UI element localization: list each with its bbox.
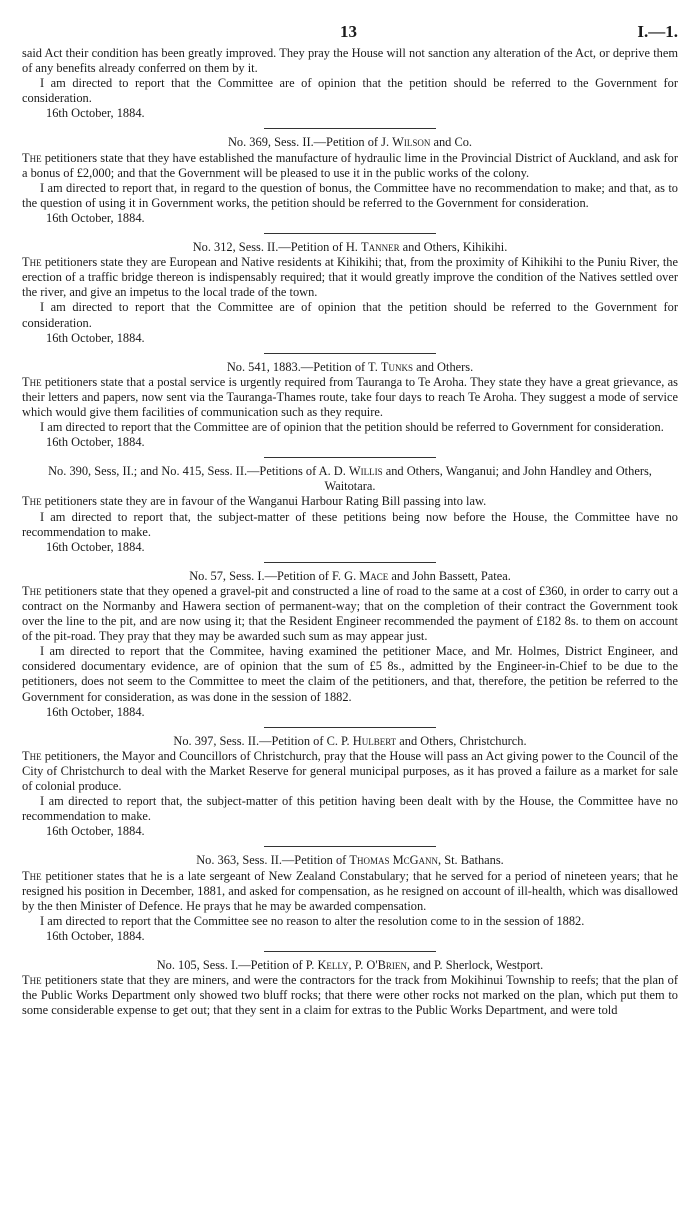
heading-suffix: and Co.	[430, 135, 473, 150]
heading-name: Wilson	[392, 135, 431, 150]
document-page	[22, 18, 678, 1018]
body-text: petitioners state that a postal service is urgently required from Tauranga to Te Aroha. They state they have a great grievance, as their letters and papers, now sent via the Tauranga-Thames route, take four days to reach Te Aroha. They suggest a mode of service which would give them facilities of communication such as they require.	[22, 374, 678, 419]
body-text: petitioners state that they have established the manufacture of hydraulic lime in the Provincial District of Auckland, and ask for a bonus of £2,000; and that the Government will be pleased to use it in the public works of the colony.	[22, 150, 678, 180]
committee-report: I am directed to report that the Committee are of opinion that the petition should be referred to the Government for consideration.	[22, 300, 678, 330]
report-date: 16th October, 1884.	[46, 704, 145, 719]
petition-heading	[22, 360, 678, 375]
section-divider	[264, 951, 436, 952]
petition-section	[22, 353, 678, 451]
body-lead-word: The	[22, 494, 42, 509]
body-text: petitioners state that they are miners, and were the contractors for the track from Mokihinui Township to reefs; that the plan of the Public Works Department only showed two bluff rocks; that there were other rocks not marked on the plan, which put them to some considerable expense to get out; that they sent in a claim for extras to the Public Works Department, and were told	[22, 973, 678, 1018]
heading-prefix: No. 397, Sess. II.—Petition of C. P.	[173, 733, 353, 748]
opening-section	[22, 46, 678, 121]
petition-section	[22, 562, 678, 720]
heading-suffix: and Others, Christchurch.	[396, 733, 527, 748]
report-date: 16th October, 1884.	[46, 210, 145, 225]
page-header	[22, 18, 678, 46]
section-divider	[264, 353, 436, 354]
body-text: petitioners state they are European and Native residents at Kihikihi; that, from the proximity of Kihikihi to the Puniu River, the erection of a traffic bridge thereon is indispensably required; that it would greatly improve the condition of the Natives settled over the river, and give an impetus to the local trade of the town.	[22, 255, 678, 300]
body-text: petitioners, the Mayor and Councillors of Christchurch, pray that the House will pass an Act giving power to the Council of the City of Christchurch to deal with the Market Reserve for general municipal purposes, as it has proved a failure as a market for sale of colonial produce.	[22, 748, 678, 794]
heading-name: Tanner	[361, 240, 400, 255]
opening-report: I am directed to report that the Committee are of opinion that the petition should be referred to the Government for consideration.	[22, 76, 678, 106]
opening-date: 16th October, 1884.	[46, 106, 145, 121]
heading-suffix: , St. Bathans.	[438, 853, 504, 868]
heading-suffix: and John Bassett, Patea.	[388, 568, 511, 583]
petition-heading	[22, 734, 678, 749]
section-divider	[264, 457, 436, 458]
body-lead-word: The	[22, 150, 42, 165]
petition-heading	[22, 958, 678, 973]
petition-body	[22, 749, 678, 794]
petition-heading	[22, 240, 678, 255]
body-text: petitioner states that he is a late sergeant of New Zealand Constabulary; that he served for a period of nineteen years; that he resigned his position in December, 1881, and asked for compensation, as he resigned on account of ill-health, which was disallowed by the then Minister of Defence. He prays that he may be awarded compensation.	[22, 868, 678, 913]
petition-body	[22, 494, 678, 509]
page-number: 13	[340, 22, 357, 41]
heading-prefix: No. 363, Sess. II.—Petition of	[196, 853, 350, 868]
heading-prefix: No. 312, Sess. II.—Petition of H.	[192, 240, 361, 255]
body-lead-word: The	[22, 748, 42, 763]
body-text: petitioners state they are in favour of the Wanganui Harbour Rating Bill passing into law.	[41, 494, 487, 509]
heading-prefix: No. 390, Sess, II.; and No. 415, Sess. II.—Petitions of A. D.	[48, 464, 349, 479]
petition-heading	[22, 569, 678, 584]
report-date: 16th October, 1884.	[46, 824, 145, 839]
petition-section	[22, 951, 678, 1018]
petition-body	[22, 375, 678, 420]
report-date: 16th October, 1884.	[46, 928, 145, 943]
committee-report: I am directed to report that the Committee see no reason to alter the resolution come to in the session of 1882.	[40, 913, 585, 928]
petition-body	[22, 255, 678, 300]
section-divider	[264, 233, 436, 234]
heading-suffix: and Others, Wanganui; and John Handley and Others, Waitotara.	[324, 464, 652, 494]
body-lead-word: The	[22, 583, 42, 598]
heading-suffix: and Others, Kihikihi.	[399, 240, 508, 255]
heading-prefix: No. 369, Sess. II.—Petition of J.	[227, 135, 393, 150]
petition-section	[22, 128, 678, 226]
opening-text: said Act their condition has been greatly improved. They pray the House will not sanction any alteration of the Act, or deprive them of any benefits already conferred on them by it.	[22, 46, 678, 76]
petitions-list	[22, 128, 678, 1018]
petition-heading	[22, 464, 678, 494]
heading-name: Hulbert	[352, 733, 397, 748]
heading-prefix: No. 541, 1883.—Petition of T.	[226, 359, 381, 374]
page-reference: I.—1.	[637, 22, 678, 41]
section-divider	[264, 128, 436, 129]
heading-name: Willis	[348, 464, 383, 479]
heading-name: Thomas McGann	[349, 853, 439, 868]
committee-report: I am directed to report that the Commitee, having examined the petitioner Mace, and Mr. Holmes, District Engineer, and considered documentary evidence, are of opinion that the sum of £5 8s., admitted by the Engineer-in-Chief to be due to the petitioners, does not seem to the Committee to meet the claim of the petitioners, and that, therefore, the petition be referred to the Government for consideration, as was done in the session of 1882.	[22, 644, 678, 704]
body-lead-word: The	[22, 374, 42, 389]
committee-report: I am directed to report that, the subject-matter of these petitions being now before the House, the Committee have no recommendation to make.	[22, 509, 678, 539]
body-lead-word: The	[22, 255, 42, 270]
committee-report: I am directed to report that the Committee are of opinion that the petition should be referred to Government for consideration.	[40, 420, 664, 435]
petition-body	[22, 869, 678, 914]
petition-section	[22, 457, 678, 555]
section-divider	[264, 727, 436, 728]
petition-body	[22, 151, 678, 181]
petition-body	[22, 584, 678, 644]
heading-suffix: , and P. Sherlock, Westport.	[406, 957, 544, 972]
petition-section	[22, 727, 678, 840]
section-divider	[264, 562, 436, 563]
petition-body	[22, 973, 678, 1018]
heading-prefix: No. 57, Sess. I.—Petition of F. G.	[189, 568, 360, 583]
section-divider	[264, 846, 436, 847]
petition-heading	[22, 135, 678, 150]
report-date: 16th October, 1884.	[46, 330, 145, 345]
heading-suffix: and Others.	[412, 359, 474, 374]
heading-name: Kelly, P. O'Brien	[317, 957, 407, 972]
heading-name: Tunks	[380, 359, 413, 374]
report-date: 16th October, 1884.	[46, 539, 145, 554]
committee-report: I am directed to report that, in regard to the question of bonus, the Committee have no recommendation to make; and that, as to the question of using it in Government works, the petition should be referred to the Government for consideration.	[22, 180, 678, 210]
petition-section	[22, 846, 678, 944]
body-lead-word: The	[22, 973, 42, 988]
heading-prefix: No. 105, Sess. I.—Petition of P.	[156, 957, 318, 972]
petition-section	[22, 233, 678, 346]
heading-name: Mace	[359, 568, 389, 583]
body-lead-word: The	[22, 868, 42, 883]
report-date: 16th October, 1884.	[46, 435, 145, 450]
committee-report: I am directed to report that, the subject-matter of this petition having been dealt with by the House, the Committee have no recommendation to make.	[22, 794, 678, 824]
petition-heading	[22, 853, 678, 868]
body-text: petitioners state that they opened a gravel-pit and constructed a line of road to the same at a cost of £360, in order to carry out a contract on the Normanby and Hawera section of permanent-way; that on the completion of their contract the Government took over the line to the pit, and are now using it; that the Resident Engineer recommended the payment of £182 8s. to them on account of the pit-road. They pray that they may be awarded such sum as may appear just.	[22, 583, 678, 644]
